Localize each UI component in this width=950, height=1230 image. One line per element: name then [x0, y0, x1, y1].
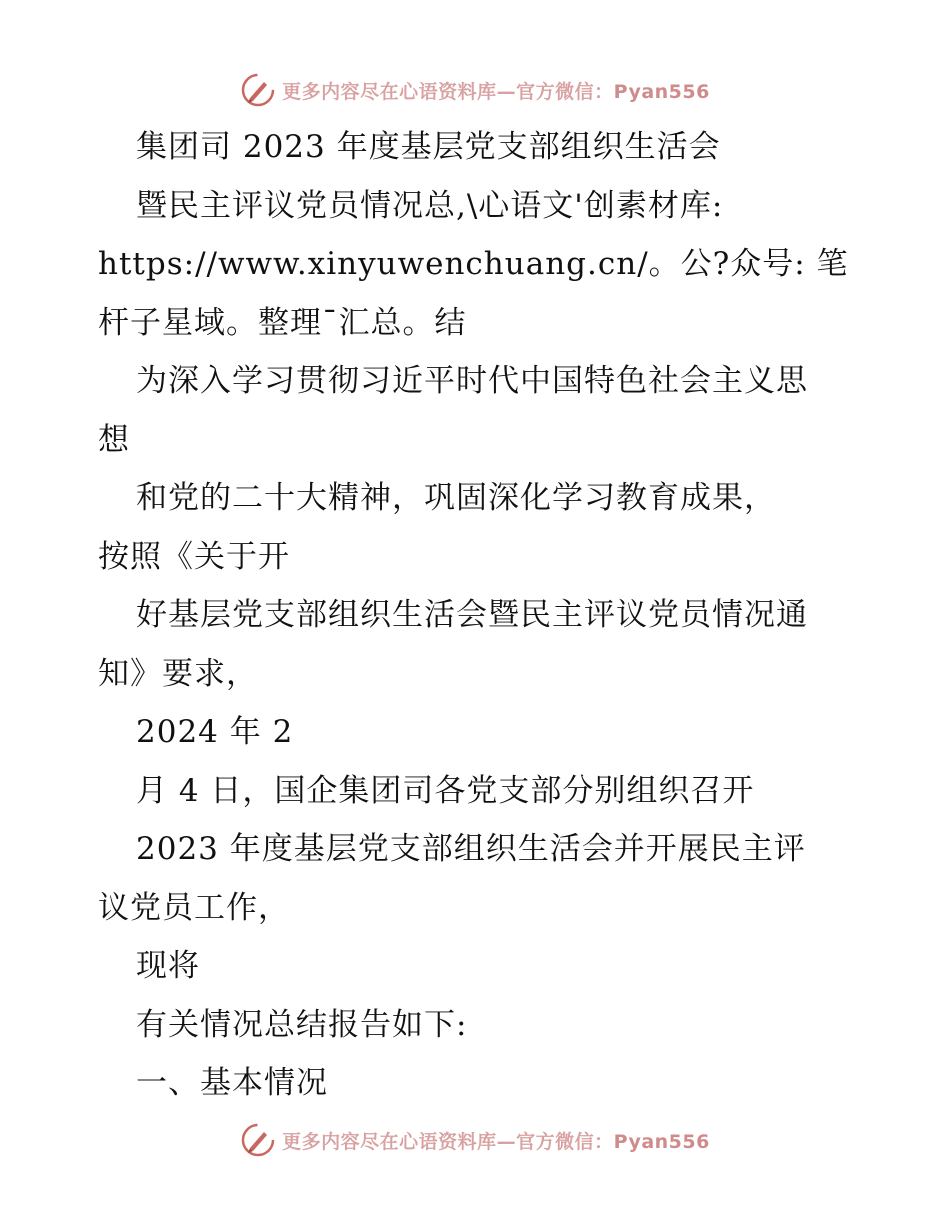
text-line: 集团司 2023 年度基层党支部组织生活会: [136, 129, 721, 165]
header-watermark-banner: [0, 70, 950, 110]
text-line: 现将: [136, 948, 200, 984]
text-line: 2024 年 2: [136, 714, 294, 750]
pen-logo-icon: [240, 72, 276, 108]
text-line: 暨民主评议党员情况总,\心语文'创素材库:: [136, 187, 724, 224]
document-body: [98, 118, 878, 1113]
text-line: 杆子星域。整理¯汇总。结: [98, 304, 467, 341]
text-line: 好基层党支部组织生活会暨民主评议党员情况通: [136, 597, 808, 633]
text-line: 和党的二十大精神，巩固深化学习教育成果，: [136, 480, 776, 516]
footer-watermark-text: 更多内容尽在心语资料库—官方微信：Pyan556: [282, 1130, 710, 1153]
text-line: 知》要求，: [98, 655, 258, 692]
text-line: https://www.xinyuwenchuang.cn/。公?众号: 笔: [98, 246, 849, 282]
text-line: 一、基本情况: [136, 1065, 328, 1101]
pen-logo-icon: [240, 1122, 276, 1158]
text-line: 为深入学习贯彻习近平时代中国特色社会主义思: [136, 363, 808, 399]
text-line: 月 4 日，国企集团司各党支部分别组织召开: [136, 772, 755, 809]
footer-watermark-banner: [0, 1120, 950, 1160]
text-line: 按照《关于开: [98, 538, 290, 575]
text-line: 有关情况总结报告如下:: [136, 1006, 468, 1043]
text-line: 议党员工作，: [98, 889, 290, 926]
text-line: 想: [98, 421, 130, 458]
text-line: 2023 年度基层党支部组织生活会并开展民主评: [136, 831, 806, 867]
header-watermark-text: 更多内容尽在心语资料库—官方微信：Pyan556: [282, 80, 710, 103]
